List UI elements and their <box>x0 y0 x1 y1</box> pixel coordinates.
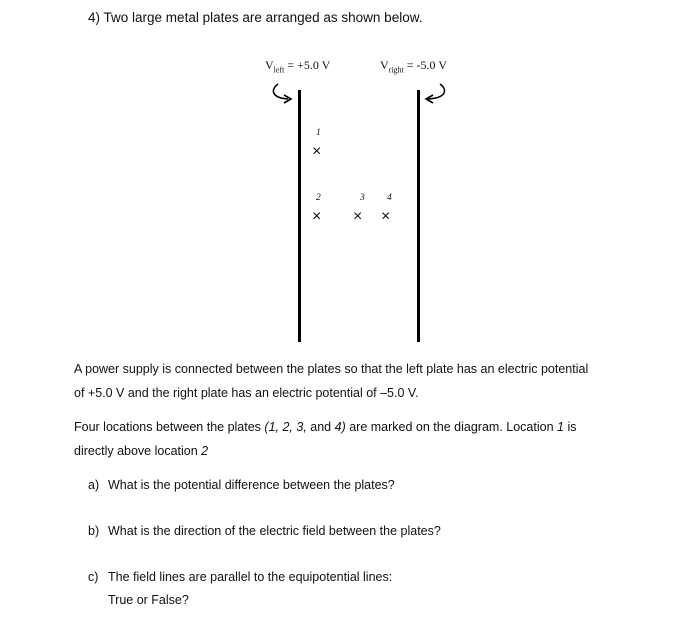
right-plate-label: $V_{right} = -5.0$ V <box>380 58 447 75</box>
paragraph-locations: Four locations between the plates (1, 2, 3, and 4) are marked on the diagram. Location 1 is directly above location 2 <box>74 420 577 458</box>
sub-question-c: c) The field lines are parallel to the equipotential lines: <box>88 570 393 584</box>
location-1-number: 1 <box>316 128 321 138</box>
location-2-number: 2 <box>316 193 321 203</box>
location-4-number: 4 <box>387 193 392 203</box>
paragraph-setup: A power supply is connected between the plates so that the left plate has an electric potential of +5.0 V and the right plate has an electric potential of –5.0 V. <box>74 362 589 400</box>
right-label-arrow-icon <box>420 82 450 104</box>
location-1-mark: × <box>312 143 322 160</box>
question-number: 4) <box>88 10 101 25</box>
question-title <box>88 10 422 25</box>
location-3-mark: × <box>353 208 363 225</box>
sub-question-a: a) What is the potential difference between the plates? <box>88 478 395 492</box>
answer-hint: True or False? <box>108 593 189 607</box>
location-4-mark: × <box>381 208 391 225</box>
left-plate-label: $V_{left} = +5.0$ V <box>265 58 331 75</box>
sub-question-b: b) What is the direction of the electric field between the plates? <box>88 524 441 538</box>
location-2-mark: × <box>312 208 322 225</box>
question-text: Two large metal plates are arranged as shown below. <box>103 10 423 25</box>
right-plate <box>417 90 420 342</box>
location-3-number: 3 <box>360 193 365 203</box>
left-label-arrow-icon <box>268 82 298 104</box>
left-plate <box>298 90 301 342</box>
